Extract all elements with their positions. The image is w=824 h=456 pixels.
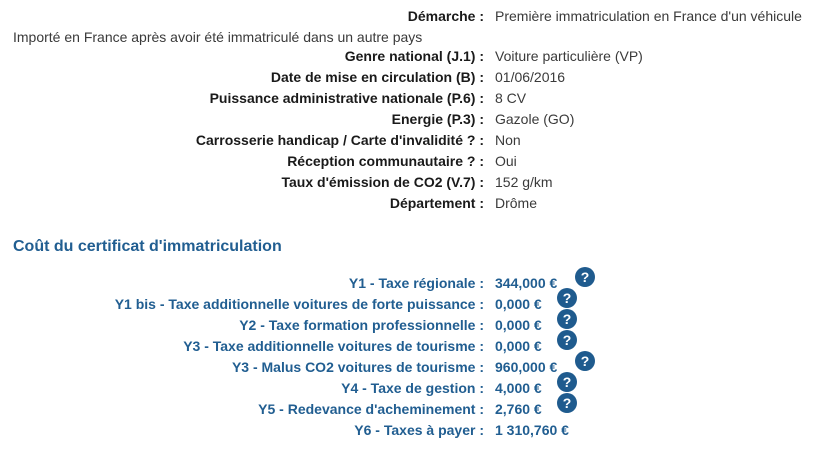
tax-label: Y1 - Taxe régionale : [348,275,484,291]
tax-value: 0,000 € [495,338,542,354]
detail-value: 01/06/2016 [495,69,566,85]
detail-row-handicap [0,130,824,151]
tax-label: Y3 - Malus CO2 voitures de tourisme : [231,359,484,375]
detail-value: 152 g/km [495,174,553,190]
question-mark-circle-icon[interactable]: ? [557,309,577,329]
detail-row-co2 [0,172,824,193]
tax-row-y1bis [0,290,824,315]
detail-label: Puissance administrative nationale (P.6) : [209,90,484,106]
tax-value: 0,000 € [495,296,542,312]
detail-value: Voiture particulière (VP) [495,48,643,64]
detail-value: Gazole (GO) [495,111,575,127]
tax-value: 344,000 € [495,275,558,291]
tax-label: Y3 - Taxe additionnelle voitures de tourisme : [183,338,484,354]
detail-row-departement [0,193,824,214]
demarche-row [0,6,824,27]
detail-label: Date de mise en circulation (B) : [270,69,484,85]
detail-value: 8 CV [495,90,527,106]
demarche-continuation: Importé en France après avoir été immatriculé dans un autre pays [13,29,423,45]
detail-label: Réception communautaire ? : [287,153,484,169]
tax-value: 0,000 € [495,317,542,333]
detail-row-date [0,67,824,88]
tax-row-y5 [0,395,824,420]
detail-label: Taux d'émission de CO2 (V.7) : [281,174,484,190]
question-mark-circle-icon[interactable]: ? [557,393,577,413]
tax-value: 4,000 € [495,380,542,396]
question-mark-circle-icon[interactable]: ? [557,330,577,350]
tax-row-y2 [0,311,824,336]
detail-label: Département : [389,195,484,211]
detail-value: Drôme [495,195,538,211]
demarche-label: Démarche : [407,8,484,24]
tax-label: Y5 - Redevance d'acheminement : [258,401,484,417]
detail-label: Carrosserie handicap / Carte d'invalidité ? : [195,132,484,148]
tax-label: Y4 - Taxe de gestion : [341,380,484,396]
question-mark-circle-icon[interactable]: ? [557,288,577,308]
detail-label: Genre national (J.1) : [344,48,484,64]
tax-row-y1 [0,269,824,294]
tax-label: Y6 - Taxes à payer : [354,422,484,438]
question-mark-circle-icon[interactable]: ? [557,372,577,392]
detail-value: Non [495,132,521,148]
detail-label: Energie (P.3) : [391,111,484,127]
question-mark-circle-icon[interactable]: ? [575,351,595,371]
tax-value: 960,000 € [495,359,558,375]
detail-row-genre [0,46,824,67]
demarche-value: Première immatriculation en France d'un véhicule [495,8,802,24]
detail-row-puissance [0,88,824,109]
tax-value: 2,760 € [495,401,542,417]
detail-row-reception [0,151,824,172]
tax-label: Y2 - Taxe formation professionnelle : [239,317,484,333]
tax-row-y4 [0,374,824,399]
detail-value: Oui [495,153,517,169]
question-mark-circle-icon[interactable]: ? [575,267,595,287]
tax-total-value: 1 310,760 € [495,422,569,438]
detail-row-energie [0,109,824,130]
tax-row-y6-total [0,420,824,441]
tax-row-y3-additionnelle [0,332,824,357]
cost-section-title: Coût du certificat d'immatriculation [13,238,282,255]
tax-row-y3-malus [0,353,824,378]
tax-label: Y1 bis - Taxe additionnelle voitures de forte puissance : [114,296,484,312]
